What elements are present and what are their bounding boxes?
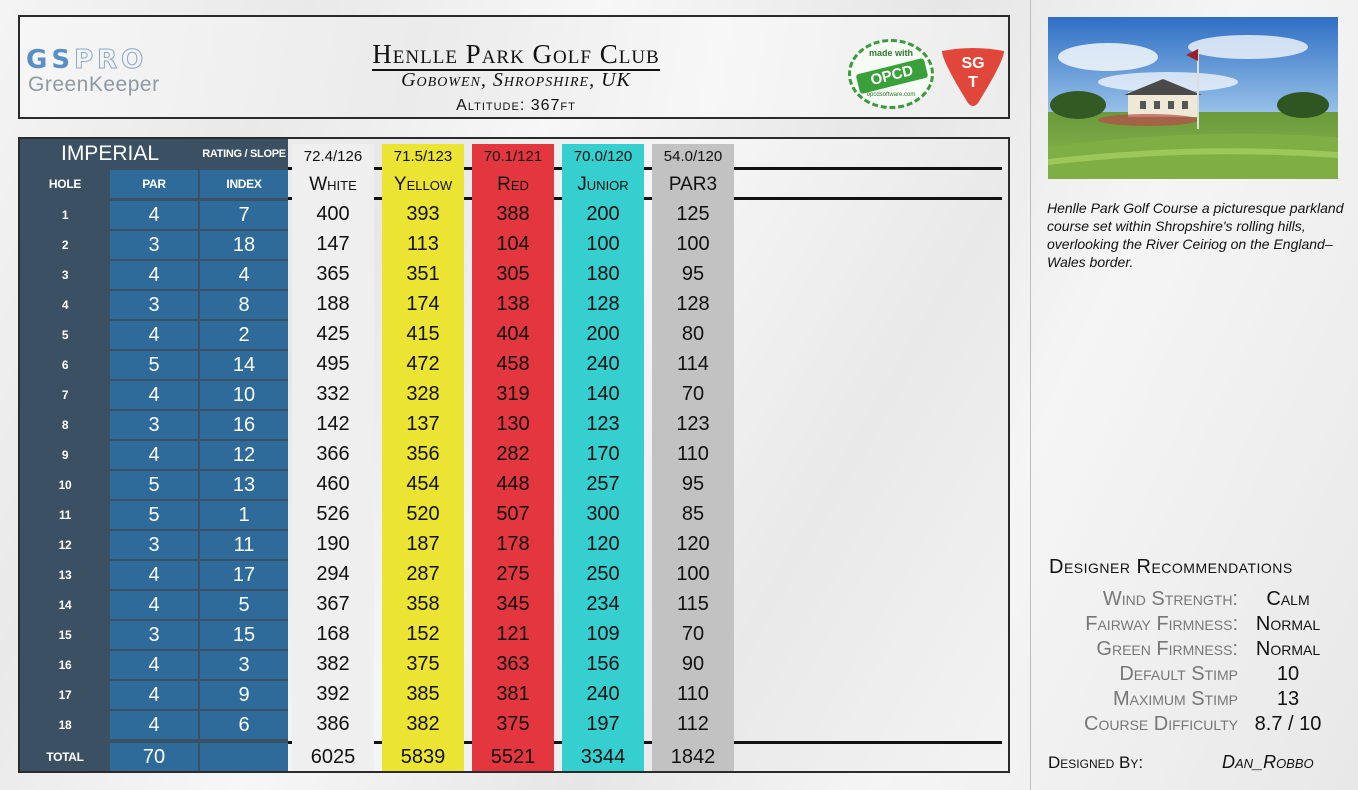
yardage-cell: 110 [677, 442, 709, 465]
hole-number: 4 [20, 291, 110, 319]
hole-number: 13 [20, 561, 110, 589]
recommendation-row [1040, 613, 1340, 638]
yardage-cell: 507 [496, 502, 530, 525]
hole-header: HOLE [20, 170, 110, 198]
yardage-cell: 109 [586, 622, 620, 645]
hole-par: 5 [110, 351, 198, 379]
scorecard [18, 137, 1010, 773]
yardage-cell: 152 [406, 622, 440, 645]
yardage-cell: 305 [496, 262, 530, 285]
hole-par: 5 [110, 471, 198, 499]
yardage-cell: 520 [406, 502, 440, 525]
imperial-label: IMPERIAL [20, 139, 200, 169]
recommendations-title: Designer Recommendations [1049, 556, 1293, 578]
hole-par: 3 [110, 531, 198, 559]
yardage-cell: 142 [316, 412, 350, 435]
recommendation-label: Wind Strength: [1102, 588, 1238, 610]
hole-par: 4 [110, 201, 198, 229]
designed-by-label: Designed By: [1048, 753, 1144, 772]
hole-number: 2 [20, 231, 110, 259]
hole-index: 12 [200, 441, 288, 469]
yardage-cell: 104 [496, 232, 530, 255]
hole-par: 4 [110, 561, 198, 589]
index-header: INDEX [200, 170, 288, 198]
hole-index: 15 [200, 621, 288, 649]
divider [1030, 0, 1031, 790]
yardage-cell: 495 [316, 352, 350, 375]
designer-name: Dan_Robbo [1222, 752, 1314, 772]
yardage-cell: 257 [586, 472, 620, 495]
yardage-cell: 95 [681, 262, 705, 285]
recommendation-value: Normal [1255, 638, 1321, 660]
yardage-cell: 147 [316, 232, 350, 255]
header-panel: GSPRO GreenKeeper Henlle Park Golf Club Gobowen, Shropshire, UK Altitude: 367ft made with OPCD opcdsoftware.com SG T [18, 15, 1010, 119]
yardage-cell: 187 [406, 532, 440, 555]
recommendation-row [1040, 588, 1340, 613]
hole-index: 8 [200, 291, 288, 319]
yardage-cell: 358 [406, 592, 440, 615]
yardage-cell: 128 [586, 292, 620, 315]
total-index-blank [200, 743, 288, 771]
yardage-cell: 294 [316, 562, 350, 585]
tee-total: 1842 [670, 745, 716, 768]
club-name: Henlle Park Golf Club [372, 39, 660, 69]
yardage-cell: 460 [316, 472, 350, 495]
hole-number: 16 [20, 651, 110, 679]
yardage-cell: 234 [586, 592, 620, 615]
course-description: Henlle Park Golf Course a picturesque parkland course set within Shropshire's rolling hills, overlooking the River Ceiriog on the England–Wales border. [1047, 200, 1344, 270]
yardage-cell: 110 [677, 682, 709, 705]
hole-par: 3 [110, 411, 198, 439]
hole-par: 4 [110, 681, 198, 709]
hole-number: 10 [20, 471, 110, 499]
club-altitude: Altitude: 367ft [456, 97, 576, 114]
yardage-cell: 404 [496, 322, 530, 345]
yardage-cell: 156 [586, 652, 620, 675]
recommendation-row [1040, 638, 1340, 663]
yardage-cell: 240 [586, 352, 620, 375]
yardage-cell: 454 [406, 472, 440, 495]
hole-par: 4 [110, 261, 198, 289]
tee-rating: 54.0/120 [663, 147, 723, 165]
yardage-cell: 393 [406, 202, 440, 225]
recommendation-row [1040, 688, 1340, 713]
tee-name: PAR3 [668, 174, 718, 195]
yardage-cell: 356 [406, 442, 440, 465]
tee-name: Junior [577, 174, 629, 195]
hole-index: 2 [200, 321, 288, 349]
greenkeeper-logo-text: GreenKeeper [28, 73, 160, 96]
yardage-cell: 80 [681, 322, 705, 345]
yardage-cell: 200 [586, 202, 620, 225]
hole-number: 18 [20, 711, 110, 739]
hole-par: 4 [110, 651, 198, 679]
yardage-cell: 287 [406, 562, 440, 585]
yardage-cell: 382 [406, 712, 440, 735]
yardage-cell: 375 [496, 712, 530, 735]
yardage-cell: 115 [677, 592, 709, 615]
yardage-cell: 100 [586, 232, 620, 255]
hole-number: 8 [20, 411, 110, 439]
recommendation-label: Course Difficulty [1084, 713, 1238, 735]
yardage-cell: 382 [316, 652, 350, 675]
recommendation-value: 10 [1276, 663, 1300, 685]
tee-total: 3344 [580, 745, 626, 768]
yardage-cell: 367 [316, 592, 350, 615]
hole-number: 1 [20, 201, 110, 229]
club-location: Gobowen, Shropshire, UK [401, 69, 631, 91]
recommendation-value: Calm [1266, 588, 1310, 610]
hole-par: 4 [110, 381, 198, 409]
tee-total: 5521 [490, 745, 536, 768]
hole-par: 4 [110, 591, 198, 619]
yardage-cell: 85 [681, 502, 705, 525]
yardage-cell: 140 [586, 382, 620, 405]
yardage-cell: 168 [316, 622, 350, 645]
yardage-cell: 363 [496, 652, 530, 675]
tee-total: 5839 [400, 745, 446, 768]
tee-total: 6025 [310, 745, 356, 768]
yardage-cell: 123 [586, 412, 620, 435]
yardage-cell: 178 [496, 532, 530, 555]
yardage-cell: 125 [676, 202, 710, 225]
yardage-cell: 472 [406, 352, 440, 375]
yardage-cell: 138 [496, 292, 530, 315]
hole-index: 18 [200, 231, 288, 259]
hole-number: 15 [20, 621, 110, 649]
yardage-cell: 113 [407, 232, 439, 255]
yardage-cell: 365 [316, 262, 350, 285]
recommendation-row [1040, 713, 1340, 738]
hole-number: 17 [20, 681, 110, 709]
recommendation-value: 8.7 / 10 [1254, 713, 1322, 735]
yardage-cell: 345 [496, 592, 530, 615]
yardage-cell: 366 [316, 442, 350, 465]
yardage-cell: 332 [316, 382, 350, 405]
hole-number: 5 [20, 321, 110, 349]
yardage-cell: 200 [586, 322, 620, 345]
yardage-cell: 400 [316, 202, 350, 225]
tee-name: Red [497, 174, 529, 195]
hole-number: 14 [20, 591, 110, 619]
yardage-cell: 170 [586, 442, 620, 465]
yardage-cell: 448 [496, 472, 530, 495]
recommendation-row [1040, 663, 1340, 688]
yardage-cell: 188 [316, 292, 350, 315]
hole-index: 3 [200, 651, 288, 679]
hole-number: 11 [20, 501, 110, 529]
yardage-cell: 375 [406, 652, 440, 675]
yardage-cell: 300 [586, 502, 620, 525]
yardage-cell: 328 [406, 382, 440, 405]
hole-par: 4 [110, 441, 198, 469]
course-photo [1048, 17, 1338, 179]
yardage-cell: 70 [681, 382, 705, 405]
hole-par: 3 [110, 231, 198, 259]
tee-rating: 71.5/123 [393, 147, 453, 165]
hole-index: 7 [200, 201, 288, 229]
yardage-cell: 137 [406, 412, 440, 435]
recommendation-value: 13 [1276, 688, 1300, 710]
yardage-cell: 240 [586, 682, 620, 705]
yardage-cell: 123 [676, 412, 710, 435]
hole-number: 3 [20, 261, 110, 289]
yardage-cell: 128 [676, 292, 710, 315]
hole-index: 14 [200, 351, 288, 379]
recommendation-label: Green Firmness: [1096, 638, 1238, 660]
yardage-cell: 121 [496, 622, 530, 645]
recommendation-label: Fairway Firmness: [1085, 613, 1238, 635]
yardage-cell: 130 [496, 412, 530, 435]
par-header: PAR [110, 170, 198, 198]
hole-par: 5 [110, 501, 198, 529]
hole-index: 6 [200, 711, 288, 739]
yardage-cell: 425 [316, 322, 350, 345]
hole-number: 12 [20, 531, 110, 559]
hole-par: 4 [110, 711, 198, 739]
yardage-cell: 386 [316, 712, 350, 735]
hole-index: 13 [200, 471, 288, 499]
yardage-cell: 275 [496, 562, 530, 585]
hole-index: 5 [200, 591, 288, 619]
yardage-cell: 526 [316, 502, 350, 525]
total-par: 70 [110, 743, 198, 771]
rating-slope-label: RATING / SLOPE [200, 139, 288, 169]
yardage-cell: 120 [676, 532, 710, 555]
yardage-cell: 174 [406, 292, 440, 315]
hole-par: 3 [110, 621, 198, 649]
recommendation-label: Default Stimp [1119, 663, 1238, 685]
recommendation-value: Normal [1255, 613, 1321, 635]
tee-rating: 70.1/121 [483, 147, 543, 165]
total-label: TOTAL [20, 743, 110, 771]
hole-number: 6 [20, 351, 110, 379]
recommendation-label: Maximum Stimp [1113, 688, 1238, 710]
hole-index: 1 [200, 501, 288, 529]
hole-index: 4 [200, 261, 288, 289]
yardage-cell: 282 [496, 442, 530, 465]
tee-rating: 72.4/126 [303, 147, 363, 165]
hole-index: 10 [200, 381, 288, 409]
yardage-cell: 250 [586, 562, 620, 585]
tee-name: Yellow [393, 174, 453, 195]
yardage-cell: 392 [316, 682, 350, 705]
yardage-cell: 197 [586, 712, 620, 735]
tee-rating: 70.0/120 [573, 147, 633, 165]
yardage-cell: 180 [586, 262, 620, 285]
yardage-cell: 190 [316, 532, 350, 555]
hole-index: 9 [200, 681, 288, 709]
yardage-cell: 100 [676, 562, 710, 585]
hole-index: 16 [200, 411, 288, 439]
hole-number: 9 [20, 441, 110, 469]
yardage-cell: 319 [496, 382, 530, 405]
hole-number: 7 [20, 381, 110, 409]
yardage-cell: 388 [496, 202, 530, 225]
hole-index: 17 [200, 561, 288, 589]
yardage-cell: 381 [496, 682, 530, 705]
hole-par: 4 [110, 321, 198, 349]
yardage-cell: 458 [496, 352, 530, 375]
yardage-cell: 415 [406, 322, 440, 345]
yardage-cell: 70 [681, 622, 705, 645]
hole-par: 3 [110, 291, 198, 319]
yardage-cell: 114 [677, 352, 709, 375]
opcd-badge-icon: made with OPCD opcdsoftware.com [848, 39, 934, 109]
tee-name: White [309, 174, 357, 195]
gspro-logo: GSPRO [26, 45, 148, 75]
yardage-cell: 120 [586, 532, 620, 555]
yardage-cell: 385 [406, 682, 440, 705]
hole-index: 11 [200, 531, 288, 559]
yardage-cell: 90 [681, 652, 705, 675]
yardage-cell: 112 [677, 712, 709, 735]
yardage-cell: 351 [406, 262, 440, 285]
yardage-cell: 100 [676, 232, 710, 255]
yardage-cell: 95 [681, 472, 705, 495]
